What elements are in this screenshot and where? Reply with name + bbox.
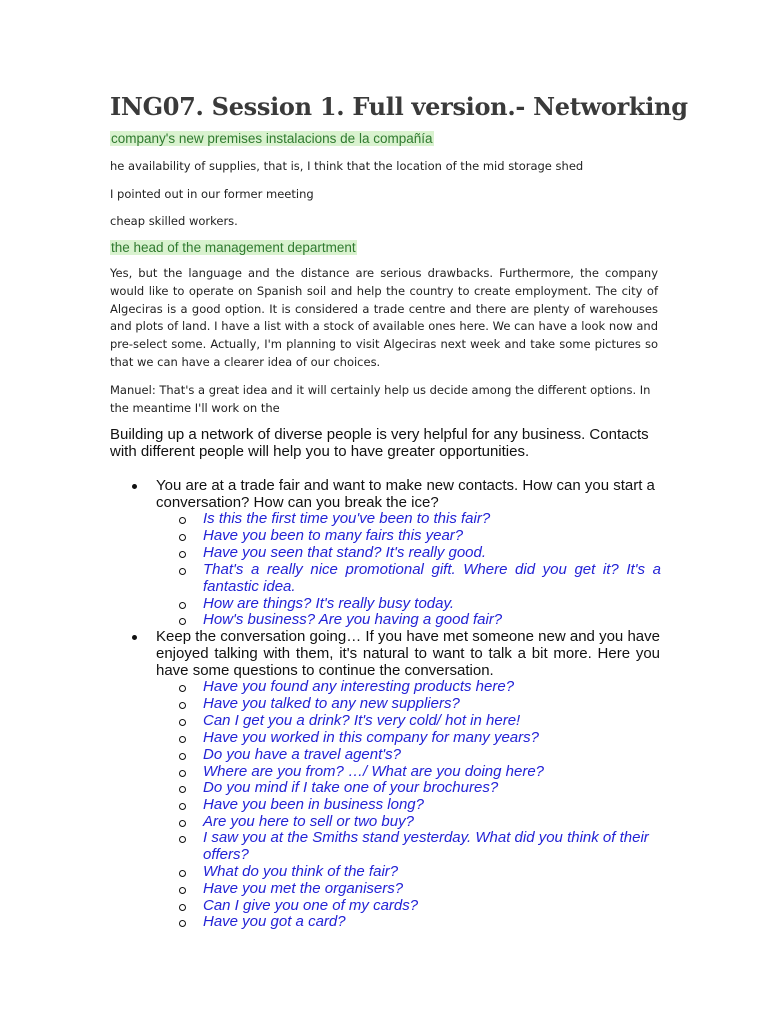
circle-bullet-icon <box>179 702 186 709</box>
question-item: How's business? Are you having a good fair? <box>203 612 661 629</box>
text-line: I pointed out in our former meeting <box>110 187 314 201</box>
bullet-text: Keep the conversation going… If you have met someone new and you have enjoyed talking with them, it's natural to want to talk a bit more. Here you have some questions to continue the conversation. <box>156 628 660 679</box>
circle-bullet-icon <box>179 770 186 777</box>
question-item: Have you met the organisers? <box>203 881 661 898</box>
question-item: I saw you at the Smiths stand yesterday. What did you think of their offers? <box>203 830 661 864</box>
circle-bullet-icon <box>179 904 186 911</box>
circle-bullet-icon <box>179 753 186 760</box>
highlighted-note: the head of the management department <box>111 240 356 255</box>
circle-bullet-icon <box>179 736 186 743</box>
circle-bullet-icon <box>179 870 186 877</box>
circle-bullet-icon <box>179 517 186 524</box>
question-item: Can I get you a drink? It's very cold/ hot in here! <box>203 713 661 730</box>
dialogue-paragraph: Manuel: That's a great idea and it will certainly help us decide among the different options. In the meantime I'll work on the <box>110 383 651 415</box>
circle-bullet-icon <box>179 836 186 843</box>
question-item: Is this the first time you've been to this fair? <box>203 511 661 528</box>
question-item: What do you think of the fair? <box>203 864 661 881</box>
circle-bullet-icon <box>179 803 186 810</box>
list-item <box>156 478 660 512</box>
intro-paragraph: Building up a network of diverse people is very helpful for any business. Contacts with different people will help you to have greater opportunities. <box>110 426 649 460</box>
question-item: Do you mind if I take one of your brochures? <box>203 780 661 797</box>
bullet-icon <box>132 635 137 640</box>
bullet-icon <box>132 484 137 489</box>
list-item <box>156 629 660 679</box>
question-item: Have you worked in this company for many years? <box>203 730 661 747</box>
circle-bullet-icon <box>179 618 186 625</box>
question-item: Have you found any interesting products here? <box>203 679 661 696</box>
question-item: Have you got a card? <box>203 914 661 931</box>
question-item: Are you here to sell or two buy? <box>203 814 661 831</box>
dialogue-paragraph: Yes, but the language and the distance are serious drawbacks. Furthermore, the company would like to operate on Spanish soil and help the country to create employment. The city of Algeciras is a good option. It is considered a trade centre and there are plenty of warehouses and plots of land. I have a list with a stock of available ones here. We can have a look now and pre-select some. Actually, I'm planning to visit Algeciras next week and take some pictures so that we can have a clearer idea of our choices. <box>110 266 658 369</box>
question-item: Have you talked to any new suppliers? <box>203 696 661 713</box>
page-title: ING07. Session 1. Full version.- Networking <box>110 92 688 121</box>
text-line: cheap skilled workers. <box>110 214 238 228</box>
question-item: How are things? It's really busy today. <box>203 596 661 613</box>
question-item: Have you been in business long? <box>203 797 661 814</box>
highlighted-note: company's new premises instalacions de la compañía <box>111 131 433 146</box>
circle-bullet-icon <box>179 551 186 558</box>
question-item: Where are you from? …/ What are you doing here? <box>203 764 661 781</box>
question-item: That's a really nice promotional gift. Where did you get it? It's a fantastic idea. <box>203 562 661 596</box>
question-item: Can I give you one of my cards? <box>203 898 661 915</box>
circle-bullet-icon <box>179 685 186 692</box>
circle-bullet-icon <box>179 887 186 894</box>
circle-bullet-icon <box>179 786 186 793</box>
question-item: Do you have a travel agent's? <box>203 747 661 764</box>
circle-bullet-icon <box>179 820 186 827</box>
question-item: Have you been to many fairs this year? <box>203 528 661 545</box>
bullet-text: You are at a trade fair and want to make new contacts. How can you start a conversation? How can you break the ice? <box>156 477 655 511</box>
circle-bullet-icon <box>179 568 186 575</box>
circle-bullet-icon <box>179 602 186 609</box>
circle-bullet-icon <box>179 920 186 927</box>
circle-bullet-icon <box>179 719 186 726</box>
text-line: he availability of supplies, that is, I think that the location of the mid storage shed <box>110 159 584 173</box>
question-item: Have you seen that stand? It's really good. <box>203 545 661 562</box>
circle-bullet-icon <box>179 534 186 541</box>
